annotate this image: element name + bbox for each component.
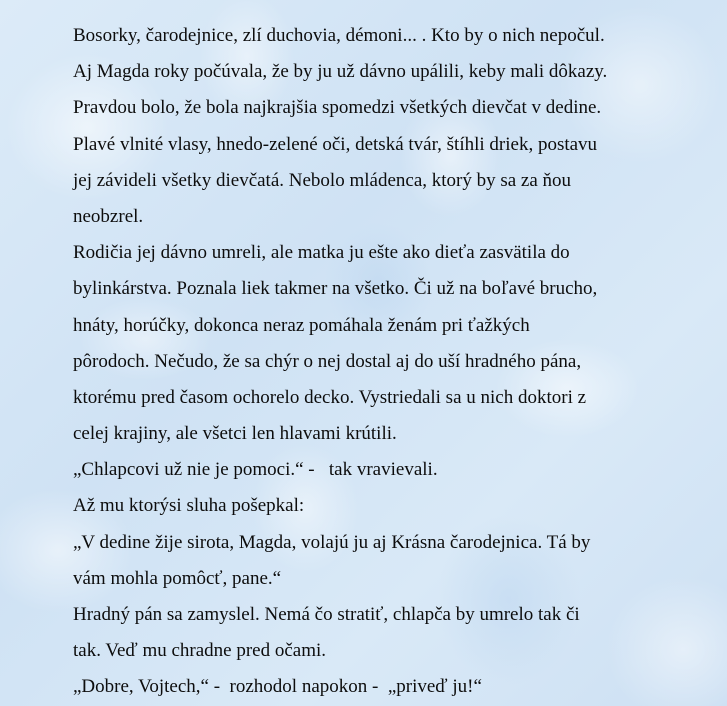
text-line: Rodičia jej dávno umreli, ale matka ju ešte ako dieťa zasvätila do — [73, 242, 570, 264]
text-line: Hradný pán sa zamyslel. Nemá čo stratiť, chlapča by umrelo tak či — [73, 604, 580, 625]
text-line: jej závideli všetky dievčatá. Nebolo mládenca, ktorý by sa za ňou — [73, 169, 572, 191]
text-line: vám mohla pomôcť, pane.“ — [73, 567, 282, 589]
text-line: „V dedine žije sirota, Magda, volajú ju aj Krásna čarodejnica. Tá by — [73, 531, 591, 553]
text-line: neobzrel. — [73, 205, 144, 227]
text-line: pôrodoch. Nečudo, že sa chýr o nej dostal aj do uší hradného pána, — [73, 350, 582, 372]
text-line: tak. Veď mu chradne pred očami. — [73, 640, 327, 662]
text-line: Až mu ktorýsi sluha pošepkal: — [73, 495, 305, 517]
text-line: Bosorky, čarodejnice, zlí duchovia, démoni... . Kto by o nich nepočul. — [73, 25, 605, 46]
text-line: ktorému pred časom ochorelo decko. Vystriedali sa u nich doktori z — [73, 386, 587, 408]
text-line: Plavé vlnité vlasy, hnedo-zelené oči, detská tvár, štíhli driek, postavu — [73, 133, 598, 155]
story-text — [73, 18, 713, 706]
text-line: celej krajiny, ale všetci len hlavami krútili. — [73, 423, 397, 445]
text-line: hnáty, horúčky, dokonca neraz pomáhala ženám pri ťažkých — [73, 314, 530, 336]
text-line: bylinkárstva. Poznala liek takmer na všetko. Či už na boľavé brucho, — [73, 278, 598, 300]
text-line: „Dobre, Vojtech,“ - rozhodol napokon - „priveď ju!“ — [73, 676, 482, 698]
text-line: Aj Magda roky počúvala, že by ju už dávno upálili, keby mali dôkazy. — [73, 61, 608, 83]
text-line: „Chlapcovi už nie je pomoci.“ - tak vravievali. — [73, 459, 438, 481]
text-line: Pravdou bolo, že bola najkrajšia spomedzi všetkých dievčat v dedine. — [73, 97, 602, 119]
